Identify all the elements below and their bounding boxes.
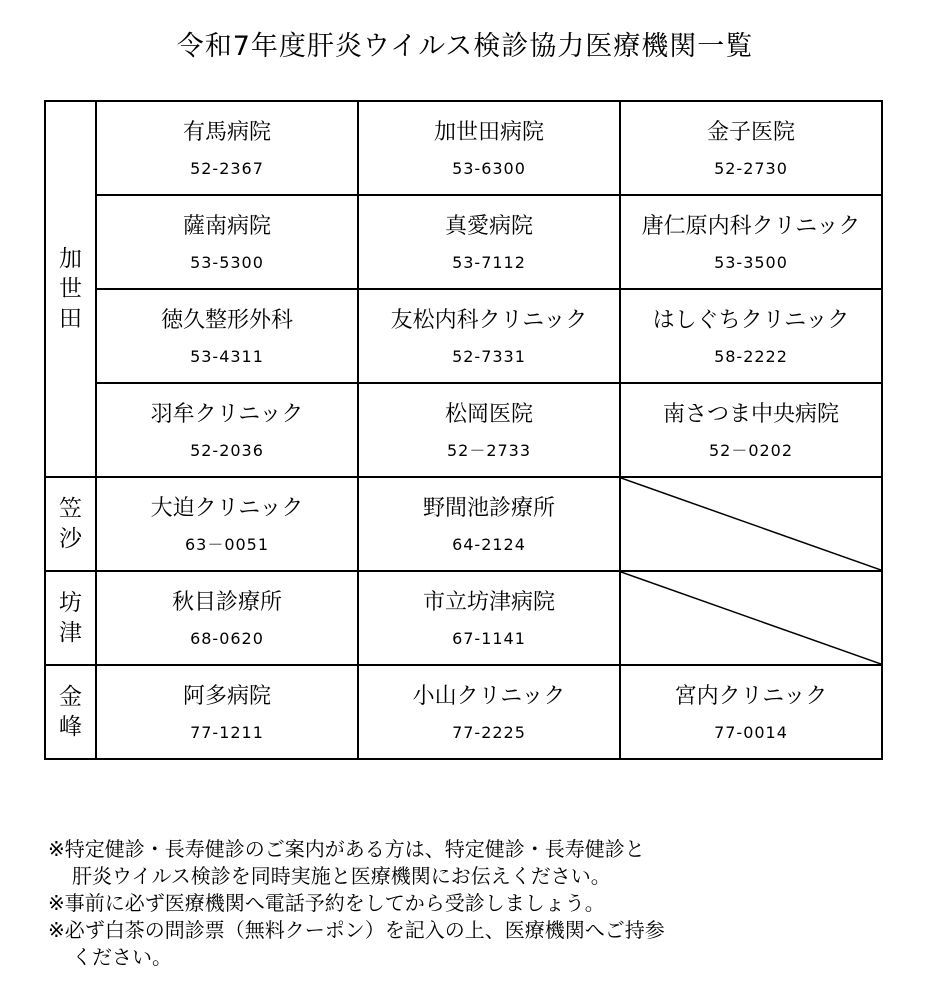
clinic-tel: 53-4311	[190, 347, 264, 366]
clinic-cell	[620, 383, 882, 477]
clinic-tel: 53-5300	[190, 253, 264, 272]
clinic-name: 有馬病院	[182, 120, 271, 145]
clinic-cell	[96, 571, 358, 665]
clinic-cell	[96, 289, 358, 383]
clinic-cell	[620, 101, 882, 195]
clinic-name: 小山クリニック	[412, 684, 566, 709]
note-line: ※特定健診・長寿健診のご案内がある方は、特定健診・長寿健診と	[48, 837, 645, 861]
clinic-cell	[358, 383, 620, 477]
clinic-cell	[620, 289, 882, 383]
page-title: 令和7年度肝炎ウイルス検診協力医療機関一覧	[176, 31, 754, 62]
region-label-bonotsu	[45, 571, 96, 665]
clinic-tel: 52－0202	[708, 441, 794, 460]
clinic-tel: 77-2225	[452, 723, 526, 742]
clinic-name: 唐仁原内科クリニック	[641, 214, 861, 239]
region-char: 加	[59, 246, 82, 272]
region-label-kaseda	[45, 101, 96, 477]
clinic-cell	[620, 665, 882, 759]
clinic-cell	[358, 195, 620, 289]
clinic-name: 南さつま中央病院	[662, 402, 839, 427]
clinic-name: 大迫クリニック	[150, 496, 304, 521]
clinic-cell	[358, 101, 620, 195]
clinic-tel: 63－0051	[184, 535, 270, 554]
clinic-tel: 52-2730	[714, 159, 788, 178]
table-row	[45, 101, 882, 195]
clinic-name: 宮内クリニック	[674, 684, 828, 709]
empty-cell	[620, 571, 882, 665]
clinic-table	[44, 100, 883, 760]
clinic-cell	[96, 195, 358, 289]
note-line: ください。	[72, 945, 172, 969]
diagonal-strike	[621, 478, 881, 570]
clinic-name: 徳久整形外科	[160, 308, 293, 333]
clinic-cell	[96, 477, 358, 571]
table-row	[45, 195, 882, 289]
region-char: 田	[59, 306, 82, 332]
region-char: 沙	[59, 526, 82, 552]
region-char: 笠	[59, 496, 82, 522]
note-line: ※事前に必ず医療機関へ電話予約をしてから受診しましょう。	[48, 891, 605, 915]
note-line: 肝炎ウイルス検診を同時実施と医療機関にお伝えください。	[72, 864, 611, 888]
clinic-name: 秋目診療所	[171, 590, 282, 615]
clinic-tel: 52-7331	[452, 347, 526, 366]
clinic-cell	[358, 477, 620, 571]
region-char: 金	[59, 684, 82, 710]
clinic-name: 松岡医院	[444, 402, 533, 427]
table-row	[45, 383, 882, 477]
clinic-tel: 77-0014	[714, 723, 788, 742]
clinic-cell	[620, 195, 882, 289]
table-row	[45, 571, 882, 665]
clinic-cell	[358, 665, 620, 759]
clinic-name: 阿多病院	[182, 684, 271, 709]
region-char: 峰	[59, 714, 82, 740]
clinic-tel: 53-3500	[714, 253, 788, 272]
clinic-tel: 58-2222	[714, 347, 788, 366]
clinic-tel: 77-1211	[190, 723, 264, 742]
clinic-tel: 53-6300	[452, 159, 526, 178]
empty-cell	[620, 477, 882, 571]
clinic-tel: 64-2124	[452, 535, 526, 554]
clinic-tel: 53-7112	[452, 253, 526, 272]
clinic-tel: 52-2036	[190, 441, 264, 460]
region-label-kinpo	[45, 665, 96, 759]
clinic-cell	[358, 289, 620, 383]
clinic-name: 加世田病院	[433, 120, 544, 145]
clinic-cell	[96, 383, 358, 477]
clinic-cell	[358, 571, 620, 665]
region-char: 世	[59, 276, 82, 302]
table-row	[45, 289, 882, 383]
clinic-name: 市立坊津病院	[422, 590, 555, 615]
clinic-name: 薩南病院	[182, 214, 271, 239]
note-line: ※必ず白茶の問診票（無料クーポン）を記入の上、医療機関へご持参	[48, 918, 665, 942]
clinic-name: 真愛病院	[444, 214, 533, 239]
region-char: 坊	[59, 590, 82, 616]
clinic-name: 羽牟クリニック	[150, 402, 304, 427]
clinic-tel: 67-1141	[452, 629, 526, 648]
clinic-cell	[96, 101, 358, 195]
clinic-tel: 52－2733	[446, 441, 532, 460]
clinic-name: 金子医院	[706, 120, 795, 145]
table-row	[45, 665, 882, 759]
clinic-tel: 52-2367	[190, 159, 264, 178]
table-row	[45, 477, 882, 571]
clinic-name: 野間池診療所	[422, 496, 555, 521]
clinic-name: 友松内科クリニック	[390, 308, 588, 333]
clinic-name: はしぐちクリニック	[652, 308, 850, 333]
notes	[48, 836, 665, 971]
clinic-tel: 68-0620	[190, 629, 264, 648]
region-label-kasasa	[45, 477, 96, 571]
diagonal-strike	[621, 572, 881, 664]
region-char: 津	[59, 620, 82, 646]
clinic-cell	[96, 665, 358, 759]
